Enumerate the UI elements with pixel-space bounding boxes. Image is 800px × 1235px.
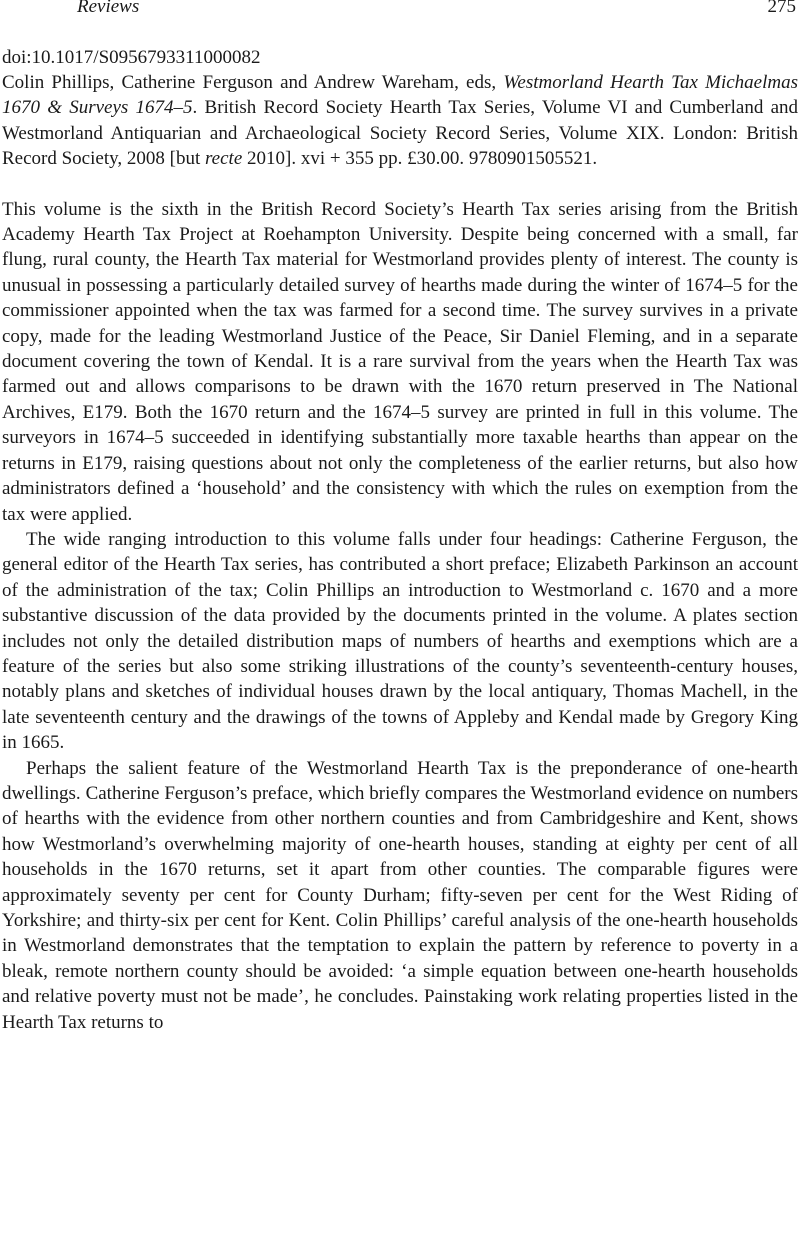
running-head-section: Reviews	[77, 0, 140, 17]
citation-recte: recte	[204, 148, 243, 170]
page-number: 275	[767, 0, 796, 17]
citation-details-2: 2010]. xvi + 355 pp. £30.00. 9780901505521.	[242, 148, 598, 170]
paragraph-3: Perhaps the salient feature of the Westmorland Hearth Tax is the preponderance of one-hearth dwellings. Catherine Ferguson’s preface, which briefly compares the Westmorland evidence on numbers of hearths with the evidence from other northern counties and from Cambridgeshire and Kent, shows how Westmorland’s overwhelming majority of one-hearth houses, standing at eighty per cent of all households in the 1670 returns, set it apart from other counties. The comparable figures were approximately seventy per cent for County Durham; fifty-seven per cent for the West Riding of Yorkshire; and thirty-six per cent for Kent. Colin Phillips’ careful analysis of the one-hearth households in Westmorland demonstrates that the temptation to explain the pattern by reference to poverty in a bleak, remote northern county should be avoided: ‘a simple equation between one-hearth households and relative poverty must not be made’, he concludes. Painstaking work relating properties listed in the Hearth Tax returns to	[2, 757, 798, 1033]
page	[2, 0, 798, 1035]
citation-authors: Colin Phillips, Catherine Ferguson and Andrew Wareham, eds,	[2, 72, 504, 93]
running-head	[2, 0, 798, 26]
book-citation	[2, 70, 798, 172]
paragraph-2: The wide ranging introduction to this volume falls under four headings: Catherine Ferguson, the general editor of the Hearth Tax series, has contributed a short preface; Elizabeth Parkinson an account of the administration of the tax; Colin Phillips an introduction to Westmorland c. 1670 and a more substantive discussion of the data provided by the documents printed in the volume. A plates section includes not only the detailed distribution maps of numbers of hearths and exemptions which are a feature of the series but also some striking illustrations of the county’s seventeenth-century houses, notably plans and sketches of individual houses drawn by the local antiquary, Thomas Machell, in the late seventeenth century and the drawings of the towns of Appleby and Kendal made by Gregory King in 1665.	[2, 528, 798, 754]
paragraph-1: This volume is the sixth in the British Record Society’s Hearth Tax series arising from the British Academy Hearth Tax Project at Roehampton University. Despite being concerned with a small, far flung, rural county, the Hearth Tax material for Westmorland provides plenty of interest. The county is unusual in possessing a particularly detailed survey of hearths made during the winter of 1674–5 for the commissioner appointed when the tax was farmed for a second time. The survey survives in a private copy, made for the leading Westmorland Justice of the Peace, Sir Daniel Fleming, and in a separate document covering the town of Kendal. It is a rare survival from the years when the Hearth Tax was farmed out and allows comparisons to be drawn with the 1670 return preserved in The National Archives, E179. Both the 1670 return and the 1674–5 survey are printed in full in this volume. The surveyors in 1674–5 succeeded in identifying substantially more taxable hearths than appear on the returns in E179, raising questions about not only the completeness of the earlier returns, but also how administrators defined a ‘household’ and the consistency with which the rules on exemption from the tax were applied.	[2, 198, 798, 525]
citation-details-1: . British Record Society Hearth Tax Series, Volume VI and Cumberland and Westmorland Antiquarian and Archaeological Society Record Series, Volume XIX. London: British Record Society, 2008 [but	[2, 97, 798, 170]
book-title: Westmorland Hearth Tax Michaelmas 1670 & Surveys 1674–5	[2, 72, 798, 119]
doi: doi:10.1017/S0956793311000082	[2, 47, 261, 68]
review-body	[2, 197, 798, 1035]
